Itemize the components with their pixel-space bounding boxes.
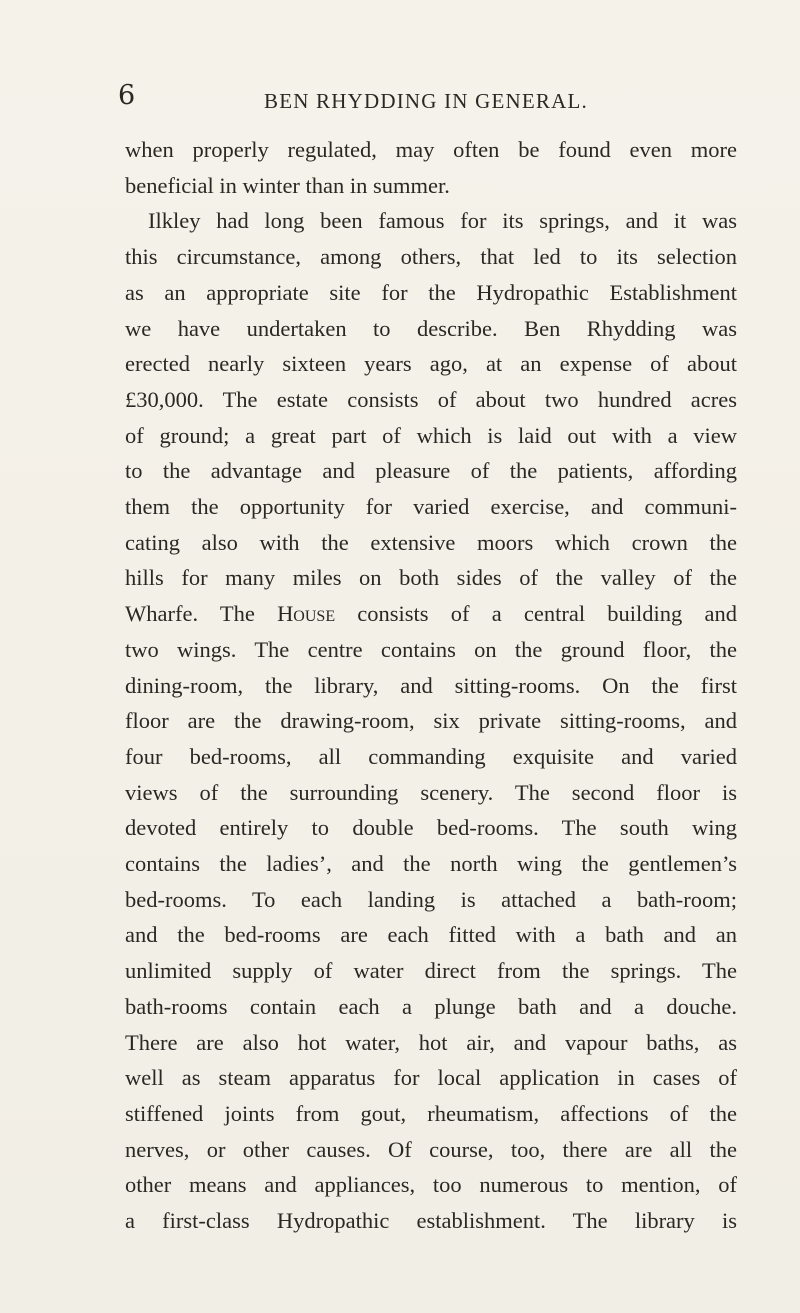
text-line: to the advantage and pleasure of the patients, affording	[125, 458, 737, 484]
running-head: BEN RHYDDING IN GENERAL.	[264, 89, 588, 113]
text-line: Ilkley had long been famous for its springs, and it was	[148, 208, 737, 234]
text-line: well as steam apparatus for local application in cases of	[125, 1065, 737, 1091]
text-line: There are also hot water, hot air, and vapour baths, as	[125, 1029, 737, 1055]
text-line: contains the ladies’, and the north wing the gentlemen’s	[125, 851, 737, 877]
text-line: when properly regulated, may often be found even more	[125, 137, 737, 162]
text-line-with-small-caps	[125, 596, 737, 632]
text-fragment: Wharfe. The	[125, 601, 278, 627]
text-line: £30,000. The estate consists of about two hundred acres	[125, 386, 737, 412]
text-line: them the opportunity for varied exercise, and communi-	[125, 494, 737, 520]
text-line: as an appropriate site for the Hydropathic Establishment	[125, 279, 737, 305]
text-line: devoted entirely to double bed-rooms. The south wing	[125, 815, 737, 841]
text-line: erected nearly sixteen years ago, at an expense of about	[125, 351, 737, 377]
text-line: of ground; a great part of which is laid out with a view	[125, 422, 737, 448]
page-number: 6	[118, 80, 136, 111]
text-line: views of the surrounding scenery. The second floor is	[125, 779, 737, 805]
page-header	[0, 80, 800, 120]
text-line: two wings. The centre contains on the ground floor, the	[125, 636, 737, 662]
text-line: nerves, or other causes. Of course, too, there are all the	[125, 1136, 737, 1162]
small-caps-word: House	[277, 601, 336, 627]
text-line: hills for many miles on both sides of the valley of the	[125, 565, 737, 591]
text-line: and the bed-rooms are each fitted with a bath and an	[125, 922, 737, 948]
text-line: other means and appliances, too numerous to mention, of	[125, 1172, 737, 1198]
text-line: beneficial in winter than in summer.	[125, 172, 450, 198]
text-line: this circumstance, among others, that led to its selection	[125, 244, 737, 270]
text-line: four bed-rooms, all commanding exquisite and varied	[125, 743, 737, 769]
text-line: bath-rooms contain each a plunge bath and a douche.	[125, 993, 737, 1019]
text-line: cating also with the extensive moors which crown the	[125, 529, 737, 555]
text-line: unlimited supply of water direct from the springs. The	[125, 958, 737, 984]
text-line: dining-room, the library, and sitting-rooms. On the first	[125, 672, 737, 698]
text-line: we have undertaken to describe. Ben Rhydding was	[125, 315, 737, 341]
text-line: bed-rooms. To each landing is attached a bath-room;	[125, 886, 737, 912]
text-fragment: consists of a central building and	[335, 601, 737, 627]
body-text	[125, 132, 737, 1239]
text-line: floor are the drawing-room, six private sitting-rooms, and	[125, 708, 737, 734]
text-line: a first-class Hydropathic establishment. The library is	[125, 1208, 737, 1234]
text-line: stiffened joints from gout, rheumatism, affections of the	[125, 1100, 737, 1126]
